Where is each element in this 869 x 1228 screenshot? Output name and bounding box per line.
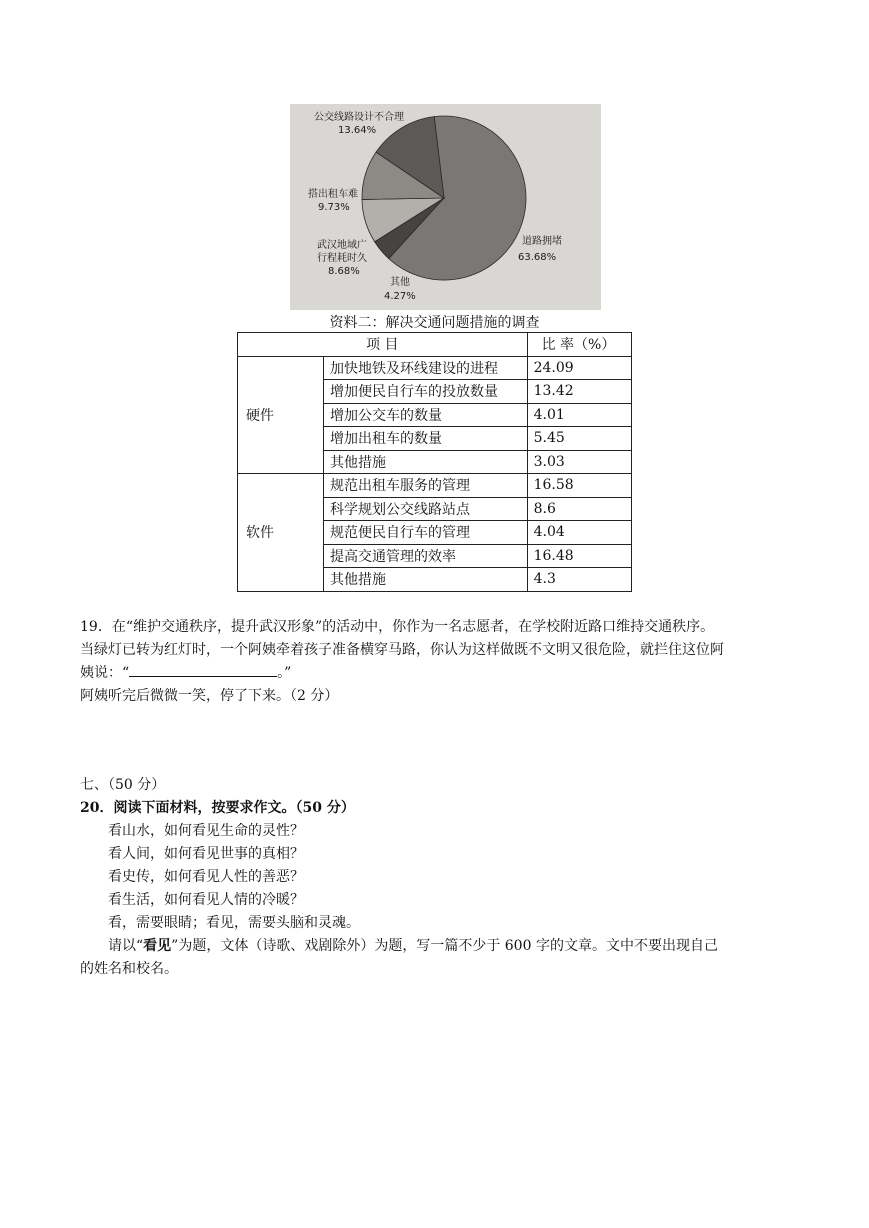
item-cell: 科学规划公交线路站点 xyxy=(323,497,527,521)
item-cell: 规范出租车服务的管理 xyxy=(323,474,527,498)
label-wuhan-1: 武汉地域广 xyxy=(317,240,367,251)
rate-cell: 4.04 xyxy=(527,521,631,545)
label-congestion: 道路拥堵 xyxy=(522,236,562,247)
q19-line-2: 当绿灯已转为红灯时，一个阿姨牵着孩子准备横穿马路，你认为这样做既不文明又很危险，就拦住这位阿 xyxy=(80,642,724,658)
q19-quote-open: 姨说：“ xyxy=(80,665,130,681)
header-item: 项 目 xyxy=(238,333,528,357)
answer-blank[interactable] xyxy=(129,662,277,677)
item-cell: 增加便民自行车的投放数量 xyxy=(323,380,527,404)
material-line: 看生活，如何看见人情的冷暖？ xyxy=(108,892,304,908)
question-19 xyxy=(80,616,790,708)
item-cell: 其他措施 xyxy=(323,568,527,592)
section-7 xyxy=(80,774,790,981)
material-line: 看山水，如何看见生命的灵性？ xyxy=(108,823,304,839)
rate-cell: 16.48 xyxy=(527,544,631,568)
header-rate: 比 率（%） xyxy=(527,333,631,357)
material-line: 看，需要眼睛；看见，需要头脑和灵魂。 xyxy=(108,915,360,931)
rate-cell: 4.01 xyxy=(527,403,631,427)
item-cell: 增加出租车的数量 xyxy=(323,427,527,451)
table-caption: 资料二：解决交通问题措施的调查 xyxy=(329,315,540,331)
pct-bus-route: 13.64% xyxy=(338,125,377,136)
q19-line-1: 19．在“维护交通秩序，提升武汉形象”的活动中，你作为一名志愿者，在学校附近路口维持交通秩序。 xyxy=(80,619,715,635)
q19-line-4: 阿姨听完后微微一笑，停了下来。（2 分） xyxy=(80,688,339,704)
label-taxi: 搭出租车难 xyxy=(308,189,358,200)
item-cell: 其他措施 xyxy=(323,450,527,474)
pct-congestion: 63.68% xyxy=(518,252,557,263)
rate-cell: 13.42 xyxy=(527,380,631,404)
q19-quote-close: 。” xyxy=(277,665,292,681)
pct-taxi: 9.73% xyxy=(318,202,350,213)
label-bus-route: 公交线路设计不合理 xyxy=(314,112,404,123)
prompt-rest: ”为题，文体（诗歌、戏剧除外）为题，写一篇不少于 600 字的文章。文中不要出现自己 xyxy=(171,938,718,954)
item-cell: 规范便民自行车的管理 xyxy=(323,521,527,545)
essay-title: 看见 xyxy=(143,938,172,954)
pct-wuhan: 8.68% xyxy=(328,266,360,277)
section-7-heading: 七、（50 分） xyxy=(80,777,166,793)
rate-cell: 3.03 xyxy=(527,450,631,474)
prompt-prefix: 请以“ xyxy=(108,938,144,954)
category-software: 软件 xyxy=(238,474,324,592)
essay-prompt xyxy=(80,935,790,958)
table-row xyxy=(238,356,632,380)
pct-other: 4.27% xyxy=(384,291,416,302)
pie-chart-figure xyxy=(290,104,601,310)
rate-cell: 5.45 xyxy=(527,427,631,451)
item-cell: 增加公交车的数量 xyxy=(323,403,527,427)
q19-line-3 xyxy=(80,662,790,685)
category-hardware: 硬件 xyxy=(238,356,324,474)
label-other: 其他 xyxy=(390,277,410,288)
item-cell: 提高交通管理的效率 xyxy=(323,544,527,568)
table-header-row xyxy=(238,333,632,357)
question-20-title: 20．阅读下面材料，按要求作文。（50 分） xyxy=(80,800,355,816)
survey-table xyxy=(237,332,632,592)
material-line: 看史传，如何看见人性的善恶？ xyxy=(108,869,304,885)
item-cell: 加快地铁及环线建设的进程 xyxy=(323,356,527,380)
rate-cell: 8.6 xyxy=(527,497,631,521)
rate-cell: 16.58 xyxy=(527,474,631,498)
rate-cell: 24.09 xyxy=(527,356,631,380)
label-wuhan-2: 行程耗时久 xyxy=(317,253,367,264)
table-row xyxy=(238,474,632,498)
essay-prompt-line-2: 的姓名和校名。 xyxy=(80,961,178,977)
rate-cell: 4.3 xyxy=(527,568,631,592)
material-line: 看人间，如何看见世事的真相？ xyxy=(108,846,304,862)
pie-chart xyxy=(290,104,601,310)
